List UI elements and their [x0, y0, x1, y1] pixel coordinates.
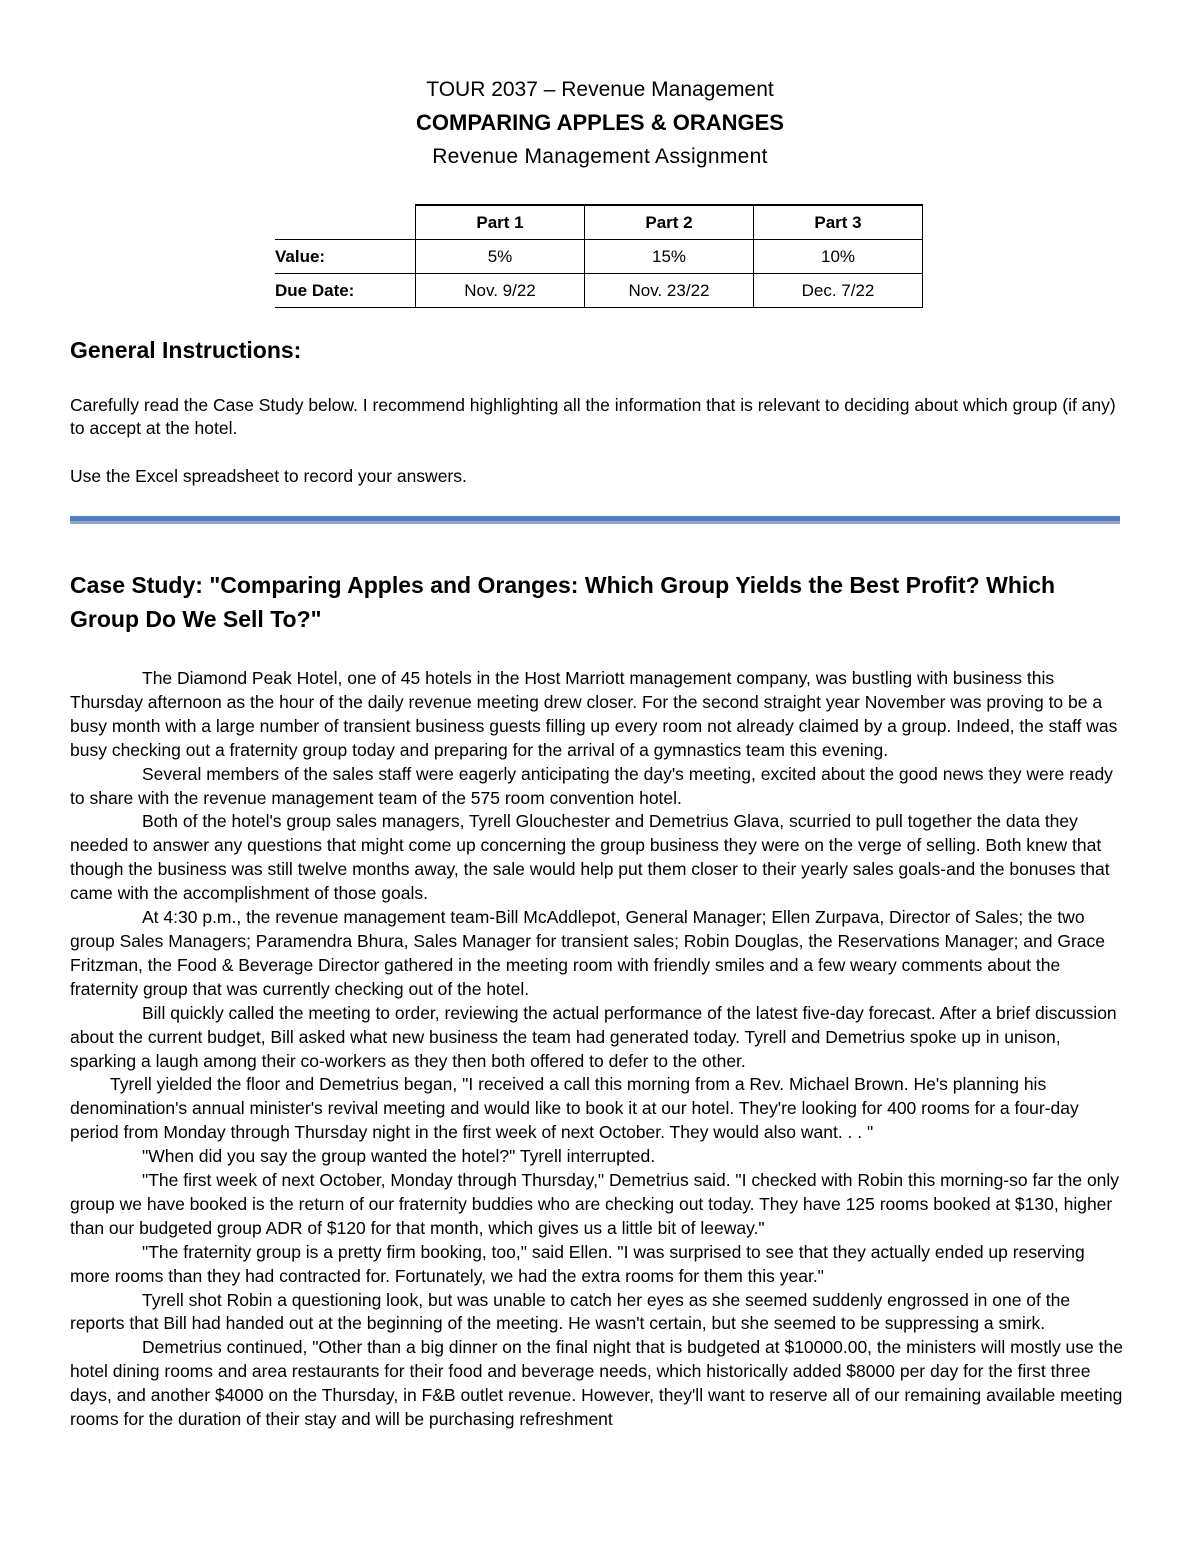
section-divider-shadow	[70, 521, 1120, 524]
table-header-row	[275, 205, 923, 240]
row-label-due-date: Due Date:	[275, 274, 416, 308]
course-title: TOUR 2037 – Revenue Management	[426, 78, 774, 101]
value-part-2: 15%	[585, 240, 754, 274]
story-paragraph: Bill quickly called the meeting to order, reviewing the actual performance of the latest five-day forecast. After a brief discussion about the current budget, Bill asked what new business the team had generated today. Tyrell and Demetrius spoke up in unison, sparking a laugh among their co-workers as they then both offered to defer to the other.	[70, 1002, 1117, 1071]
value-part-1: 5%	[416, 240, 585, 274]
column-header-part-1: Part 1	[416, 205, 585, 240]
general-instructions-heading: General Instructions:	[70, 337, 302, 363]
value-part-3: 10%	[754, 240, 923, 274]
row-label-value: Value:	[275, 240, 416, 274]
assignment-title: COMPARING APPLES & ORANGES	[416, 110, 784, 135]
assignment-subtitle: Revenue Management Assignment	[432, 145, 768, 168]
table-row	[275, 240, 923, 274]
due-date-part-2: Nov. 23/22	[585, 274, 754, 308]
story-paragraph: Several members of the sales staff were eagerly anticipating the day's meeting, excited about the good news they were ready to share with the revenue management team of the 575 room convention hotel.	[70, 763, 1113, 808]
story-paragraph: "The first week of next October, Monday through Thursday," Demetrius said. "I checked with Robin this morning-so far the only group we have booked is the return of our fraternity buddies who are checking out today. They have 125 rooms booked at $130, higher than our budgeted group ADR of $120 for that month, which gives us a little bit of leeway."	[70, 1170, 1120, 1238]
column-header-part-2: Part 2	[585, 205, 754, 240]
case-study-body	[70, 667, 1128, 1432]
story-paragraph: "The fraternity group is a pretty firm booking, too," said Ellen. "I was surprised to see that they actually ended up reserving more rooms than they had contracted for. Fortunately, we had the extra rooms for them this year."	[70, 1241, 1085, 1286]
grading-schedule-table	[275, 204, 923, 308]
due-date-part-1: Nov. 9/22	[416, 274, 585, 308]
story-paragraph: Demetrius continued, "Other than a big dinner on the final night that is budgeted at $10000.00, the ministers will mostly use the hotel dining rooms and area restaurants for their food and beverage needs, which historically added $8000 per day for the first three days, and another $4000 on the Thursday, in F&B outlet revenue. However, they'll want to reserve all of our remaining available meeting rooms for the duration of their stay and will be purchasing refreshment	[70, 1337, 1123, 1430]
column-header-part-3: Part 3	[754, 205, 923, 240]
instructions-paragraph: Carefully read the Case Study below. I recommend highlighting all the information that is relevant to deciding about which group (if any) to accept at the hotel.	[70, 395, 1116, 438]
table-row	[275, 274, 923, 308]
case-study-heading: Case Study: "Comparing Apples and Oranges: Which Group Yields the Best Profit? Which Group Do We Sell To?"	[70, 572, 1056, 632]
story-paragraph: The Diamond Peak Hotel, one of 45 hotels in the Host Marriott management company, was bustling with business this Thursday afternoon as the hour of the daily revenue meeting drew closer. For the second straight year November was proving to be a busy month with a large number of transient business guests filling up every room not already claimed by a group. Indeed, the staff was busy checking out a fraternity group today and preparing for the arrival of a gymnastics team this evening.	[70, 668, 1118, 760]
story-paragraph: At 4:30 p.m., the revenue management team-Bill McAddlepot, General Manager; Ellen Zurpava, Director of Sales; the two group Sales Managers; Paramendra Bhura, Sales Manager for transient sales; Robin Douglas, the Reservations Manager; and Grace Fritzman, the Food & Beverage Director gathered in the meeting room with friendly smiles and a few weary comments about the fraternity group that was currently checking out of the hotel.	[70, 907, 1106, 999]
table-corner-cell	[275, 205, 416, 240]
story-paragraph: Both of the hotel's group sales managers, Tyrell Glouchester and Demetrius Glava, scurried to pull together the data they needed to answer any questions that might come up concerning the group business they were on the verge of selling. Both knew that though the business was still twelve months away, the sale would help put them closer to their yearly sales goals-and the bonuses that came with the accomplishment of those goals.	[70, 811, 1110, 904]
story-paragraph: Tyrell shot Robin a questioning look, but was unable to catch her eyes as she seemed suddenly engrossed in one of the reports that Bill had handed out at the beginning of the meeting. He wasn't certain, but she seemed to be suppressing a smirk.	[70, 1289, 1071, 1334]
due-date-part-3: Dec. 7/22	[754, 274, 923, 308]
instructions-paragraph: Use the Excel spreadsheet to record your answers.	[70, 466, 467, 486]
story-paragraph: Tyrell yielded the floor and Demetrius began, "I received a call this morning from a Rev. Michael Brown. He's planning his denomination's annual minister's revival meeting and would like to book it at our hotel. They're looking for 400 rooms for a four-day period from Monday through Thursday night in the first week of next October. They would also want. . . "	[70, 1074, 1079, 1143]
story-paragraph: "When did you say the group wanted the hotel?" Tyrell interrupted.	[142, 1146, 656, 1167]
